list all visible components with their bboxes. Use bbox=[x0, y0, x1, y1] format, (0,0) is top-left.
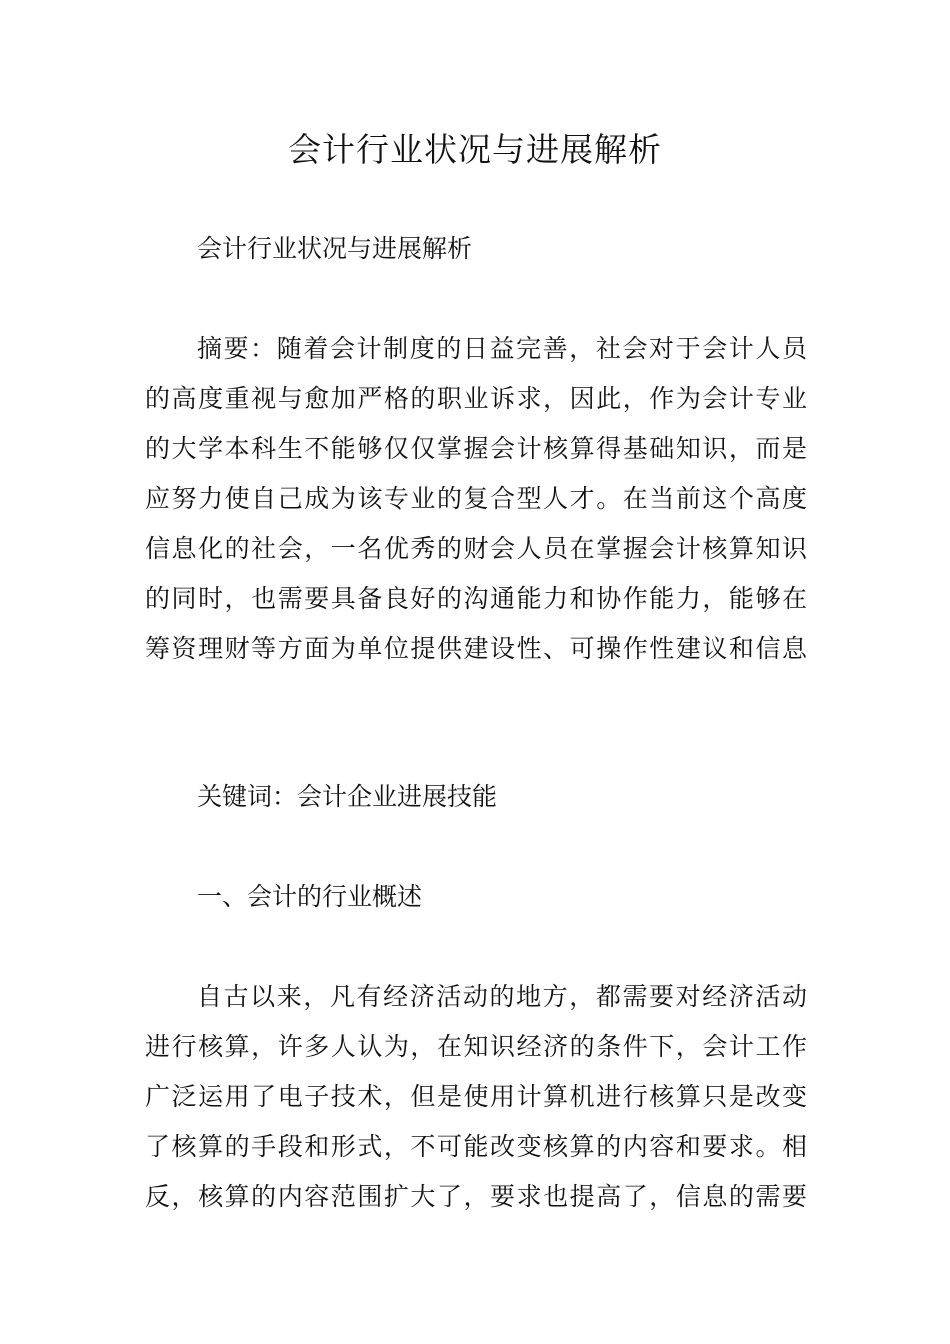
subtitle-text: 会计行业状况与进展解析 bbox=[197, 234, 473, 263]
body-line: 自古以来，凡有经济活动的地方，都需要对经济活动 bbox=[197, 982, 807, 1011]
body-line: 反，核算的内容范围扩大了，要求也提高了，信息的需要 bbox=[145, 1182, 807, 1211]
subtitle-paragraph bbox=[145, 224, 807, 274]
abstract-line: 信息化的社会，一名优秀的财会人员在掌握会计核算知识 bbox=[145, 534, 807, 563]
keywords-text: 关键词：会计企业进展技能 bbox=[197, 782, 498, 811]
section-heading: 一、会计的行业概述 bbox=[197, 882, 423, 911]
keywords-paragraph bbox=[145, 772, 807, 822]
abstract-line: 的高度重视与愈加严格的职业诉求，因此，作为会计专业 bbox=[145, 384, 807, 413]
abstract-line: 的同时，也需要具备良好的沟通能力和协作能力，能够在 bbox=[145, 584, 807, 613]
abstract-line: 筹资理财等方面为单位提供建设性、可操作性建议和信息 bbox=[145, 634, 807, 663]
abstract-paragraph bbox=[145, 324, 807, 674]
body-line: 进行核算，许多人认为，在知识经济的条件下，会计工作 bbox=[145, 1032, 807, 1061]
abstract-line: 应努力使自己成为该专业的复合型人才。在当前这个高度 bbox=[145, 484, 807, 513]
section-heading-paragraph bbox=[145, 872, 807, 922]
document-title: 会计行业状况与进展解析 bbox=[288, 130, 662, 169]
body-line: 广泛运用了电子技术，但是使用计算机进行核算只是改变 bbox=[145, 1082, 807, 1111]
abstract-line: 摘要：随着会计制度的日益完善，社会对于会计人员 bbox=[197, 334, 807, 363]
body-paragraph bbox=[145, 972, 807, 1222]
body-line: 了核算的手段和形式，不可能改变核算的内容和要求。相 bbox=[145, 1132, 807, 1161]
abstract-line: 的大学本科生不能够仅仅掌握会计核算得基础知识，而是 bbox=[145, 434, 807, 463]
